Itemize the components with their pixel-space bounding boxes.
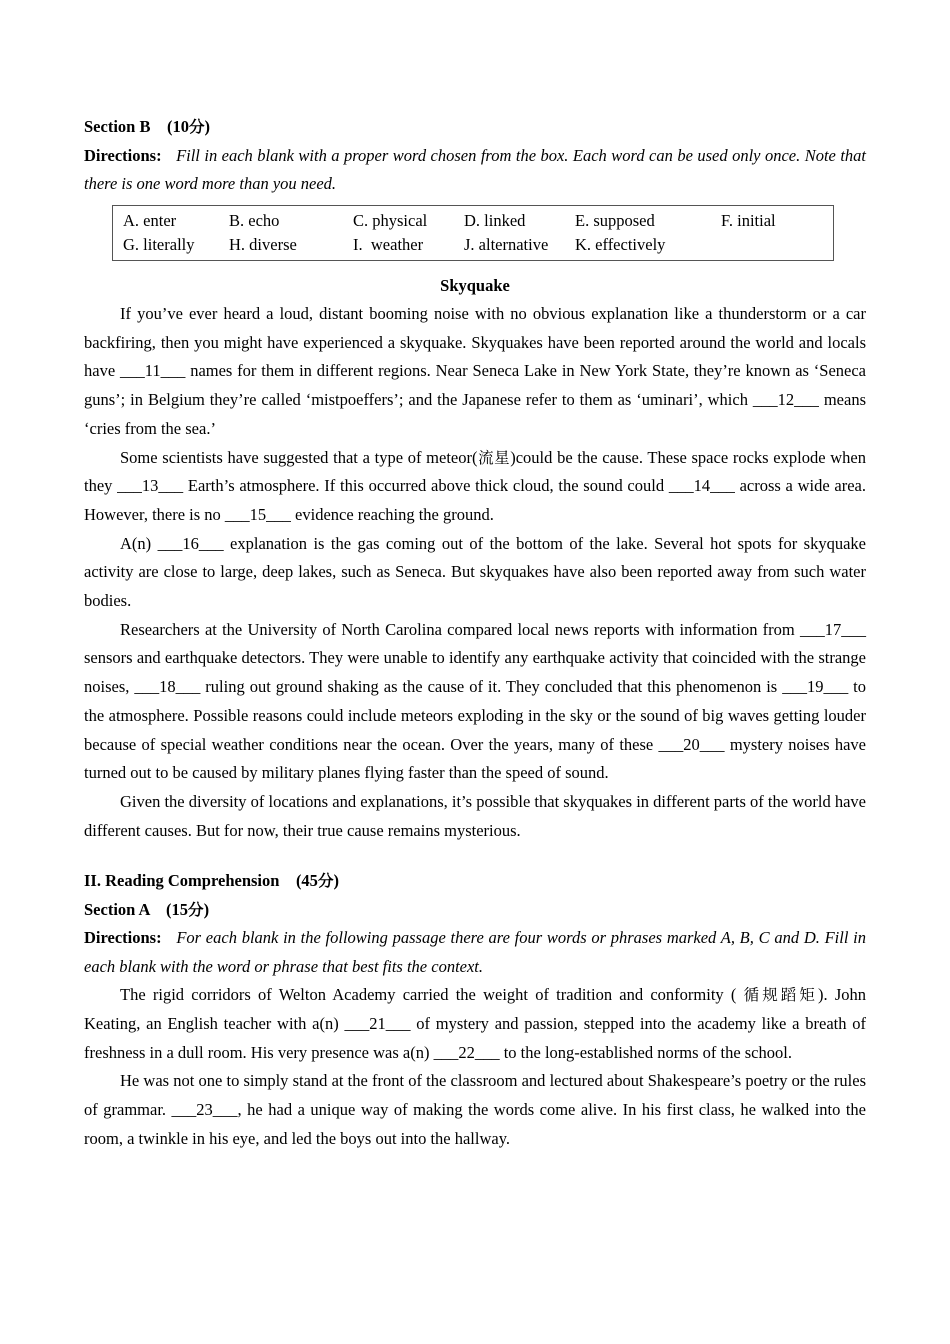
word-option-d[interactable]: D. linked bbox=[464, 210, 526, 230]
passage-title-skyquake: Skyquake bbox=[440, 275, 510, 295]
skyquake-paragraph-3: A(n) ___16___ explanation is the gas coming out of the bottom of the lake. Several hot spots for skyquake activity are close to large, deep lakes, such as Seneca. But skyquakes have also been reported away from such water bodies. bbox=[84, 533, 866, 611]
section-a-heading: Section A (15分) bbox=[84, 899, 210, 919]
directions-label-2: Directions: bbox=[84, 928, 162, 948]
welton-paragraph-2: He was not one to simply stand at the front of the classroom and lectured about Shakespeare’s poetry or the rules of grammar. ___23___, he had a unique way of making the words come alive. In his first class, he walked into the room, a twinkle in his eye, and led the boys out into the hallway. bbox=[84, 1071, 866, 1148]
section-a-directions bbox=[84, 924, 866, 981]
skyquake-paragraph-2: Some scientists have suggested that a type of meteor(流星)could be the cause. These space rocks explode when they ___13___ Earth’s atmosphere. If this occurred above thick cloud, the sound could ___14___ across a wide area. However, there is no ___15___ evidence reaching the ground. bbox=[84, 447, 866, 524]
document-page bbox=[84, 0, 866, 1344]
word-option-a[interactable]: A. enter bbox=[123, 210, 177, 230]
word-option-g[interactable]: G. literally bbox=[123, 234, 195, 254]
word-option-j[interactable]: J. alternative bbox=[464, 234, 549, 254]
welton-paragraph-1: The rigid corridors of Welton Academy carried the weight of tradition and conformity ( 循规蹈矩). John Keating, an English teacher with a(n) ___21___ of mystery and passion, stepped into the academy like a breath of freshness in a dull room. His very presence was a(n) ___22___ to the long-established norms of the school. bbox=[84, 985, 866, 1062]
skyquake-paragraph-5: Given the diversity of locations and explanations, it’s possible that skyquakes in different parts of the world have different causes. But for now, their true cause remains mysterious. bbox=[84, 791, 866, 840]
word-option-h[interactable]: H. diverse bbox=[229, 234, 297, 254]
directions-text: Fill in each blank with a proper word chosen from the box. Each word can be used only once. Note that there is one word more than you need. bbox=[84, 145, 866, 193]
word-bank-row-1 bbox=[113, 209, 833, 233]
word-option-i[interactable]: I. weather bbox=[353, 234, 424, 254]
word-option-c[interactable]: C. physical bbox=[353, 210, 428, 230]
section-b-heading: Section B (10分) bbox=[84, 117, 210, 136]
word-bank-row-2 bbox=[113, 233, 833, 257]
skyquake-paragraph-4: Researchers at the University of North Carolina compared local news reports with information from ___17___ sensors and earthquake detectors. They were unable to identify any earthquake activity that coincided with the strange noises, ___18___ ruling out ground shaking as the cause of it. They concluded that this phenomenon is ___19___ to the atmosphere. Possible reasons could include meteors exploding in the sky or the sound of big waves getting louder because of special weather conditions near the ocean. Over the years, many of these ___20___ mystery noises have turned out to be caused by military planes flying faster than the speed of sound. bbox=[84, 619, 866, 783]
word-bank-box bbox=[112, 205, 834, 261]
word-option-f[interactable]: F. initial bbox=[721, 210, 776, 230]
word-option-b[interactable]: B. echo bbox=[229, 210, 280, 230]
word-option-e[interactable]: E. supposed bbox=[575, 210, 655, 230]
directions-text-2: For each blank in the following passage there are four words or phrases marked A, B, C and D. Fill in each blank with the word or phrase that best fits the context. bbox=[84, 928, 867, 976]
skyquake-paragraph-1: If you’ve ever heard a loud, distant booming noise with no obvious explanation like a thunderstorm or a car backfiring, then you might have experienced a skyquake. Skyquakes have been reported around the world and locals have ___11___ names for them in different regions. Near Seneca Lake in New York State, they’re known as ‘Seneca guns’; in Belgium they’re called ‘mistpoeffers’; and the Japanese refer to them as ‘uminari’, which ___12___ means ‘cries from the sea.’ bbox=[84, 304, 866, 438]
directions-label: Directions: bbox=[84, 145, 162, 165]
section-b-directions bbox=[84, 142, 866, 199]
word-option-k[interactable]: K. effectively bbox=[575, 234, 666, 254]
section-ii-heading: II. Reading Comprehension (45分) bbox=[84, 871, 339, 891]
